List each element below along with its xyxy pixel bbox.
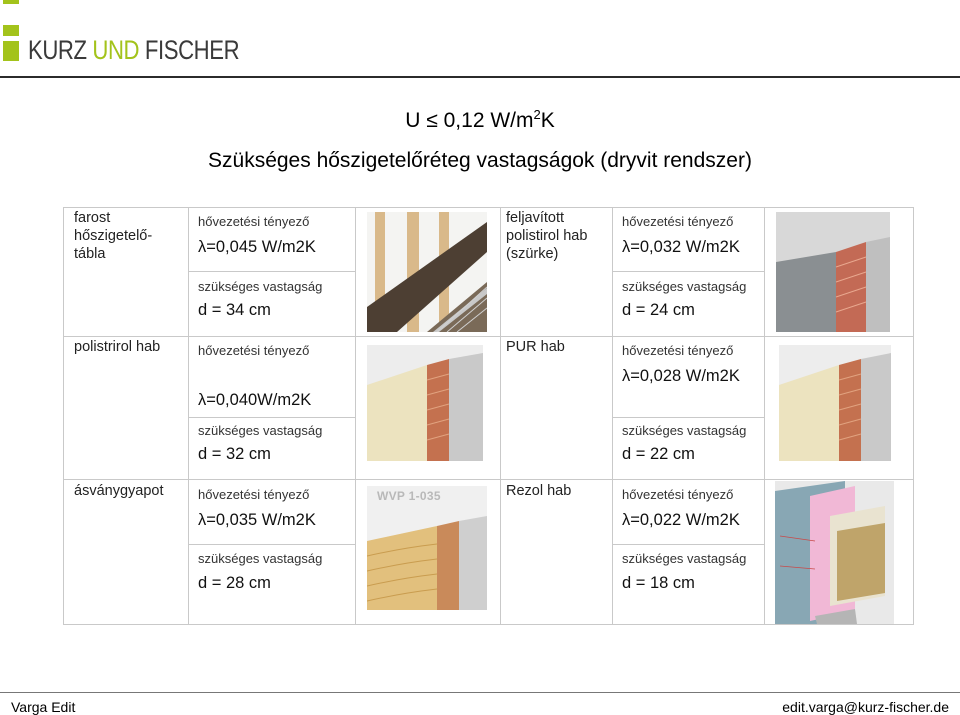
thickness-label: szükséges vastagság: [198, 279, 323, 294]
material-name-line: polistirol hab: [506, 228, 588, 244]
grid-inner-divider: [188, 417, 355, 418]
conductivity-value: λ=0,032 W/m2K: [622, 238, 740, 256]
grid-inner-divider: [188, 271, 355, 272]
thickness-label: szükséges vastagság: [622, 423, 747, 438]
conductivity-value: λ=0,045 W/m2K: [198, 238, 316, 256]
mineral-wool-wall-illustration: [367, 486, 487, 610]
thickness-value: d = 18 cm: [622, 574, 695, 592]
image-caption: WVP 1-035: [377, 489, 441, 503]
eps-wall-illustration: [367, 345, 483, 461]
page-title: Szükséges hőszigetelőréteg vastagságok (dryvit rendszer): [208, 149, 752, 172]
material-name: [74, 482, 163, 500]
logo-mark-middle: [3, 25, 19, 36]
thickness-value: d = 32 cm: [198, 445, 271, 463]
conductivity-value: λ=0,022 W/m2K: [622, 511, 740, 529]
logo-mark-top: [3, 0, 19, 4]
material-name: [506, 482, 571, 500]
material-name-line: hőszigetelő-: [74, 228, 153, 244]
grid-inner-divider: [612, 271, 764, 272]
grey-eps-wall-illustration: [776, 212, 890, 332]
thickness-label: szükséges vastagság: [622, 279, 747, 294]
grid-inner-divider: [188, 544, 355, 545]
material-name: [74, 338, 160, 356]
material-name-line: (szürke): [506, 246, 559, 262]
conductivity-value: λ=0,035 W/m2K: [198, 511, 316, 529]
thickness-value: d = 28 cm: [198, 574, 271, 592]
grid-inner-divider: [612, 544, 764, 545]
grid-vline: [500, 208, 501, 624]
conductivity-value: λ=0,028 W/m2K: [622, 367, 740, 385]
grid-row-divider: [64, 479, 913, 480]
formula-suffix: K: [540, 109, 555, 132]
material-name-line: Rezol hab: [506, 483, 572, 499]
material-name-line: polistrirol hab: [74, 339, 161, 355]
material-name-line: PUR hab: [506, 339, 565, 355]
material-name-line: ásványgyapot: [74, 483, 164, 499]
conductivity-label: hővezetési tényező: [622, 487, 734, 502]
material-name: [506, 338, 565, 356]
conductivity-value: λ=0,040W/m2K: [198, 391, 312, 409]
footer-author: Varga Edit: [11, 699, 76, 715]
material-name: [74, 209, 152, 263]
logo-wordmark: [28, 36, 239, 64]
thickness-value: d = 22 cm: [622, 445, 695, 463]
company-logo: [0, 0, 260, 70]
conductivity-label: hővezetési tényező: [622, 343, 734, 358]
conductivity-label: hővezetési tényező: [198, 214, 310, 229]
grid-inner-divider: [612, 417, 764, 418]
material-name-line: feljavított: [506, 210, 565, 226]
material-name-line: tábla: [74, 246, 106, 262]
formula-superscript: 2: [533, 107, 541, 122]
footer-email: edit.varga@kurz-fischer.de: [782, 699, 949, 715]
thickness-label: szükséges vastagság: [622, 551, 747, 566]
logo-word-fischer: FISCHER: [144, 35, 240, 65]
thickness-label: szükséges vastagság: [198, 551, 323, 566]
conductivity-label: hővezetési tényező: [198, 343, 310, 358]
footer-divider: [0, 692, 960, 693]
u-value-formula: [0, 109, 960, 133]
grid-vline: [355, 208, 356, 624]
header-divider: [0, 76, 960, 78]
thickness-label: szükséges vastagság: [198, 423, 323, 438]
formula-prefix: U ≤ 0,12 W/m: [405, 109, 534, 132]
logo-mark-bottom: [3, 41, 19, 61]
conductivity-label: hővezetési tényező: [198, 487, 310, 502]
material-name-line: farost: [74, 210, 111, 226]
grid-vline: [764, 208, 765, 624]
fiberboard-wall-illustration: [367, 212, 487, 332]
material-name: [506, 209, 587, 263]
pur-wall-illustration: [779, 345, 891, 461]
thickness-value: d = 24 cm: [622, 301, 695, 319]
conductivity-label: hővezetési tényező: [622, 214, 734, 229]
grid-row-divider: [64, 336, 913, 337]
logo-word-und: UND: [92, 35, 140, 65]
thickness-value: d = 34 cm: [198, 301, 271, 319]
resol-wall-illustration: [775, 481, 894, 624]
logo-word-kurz: KURZ: [28, 35, 87, 65]
